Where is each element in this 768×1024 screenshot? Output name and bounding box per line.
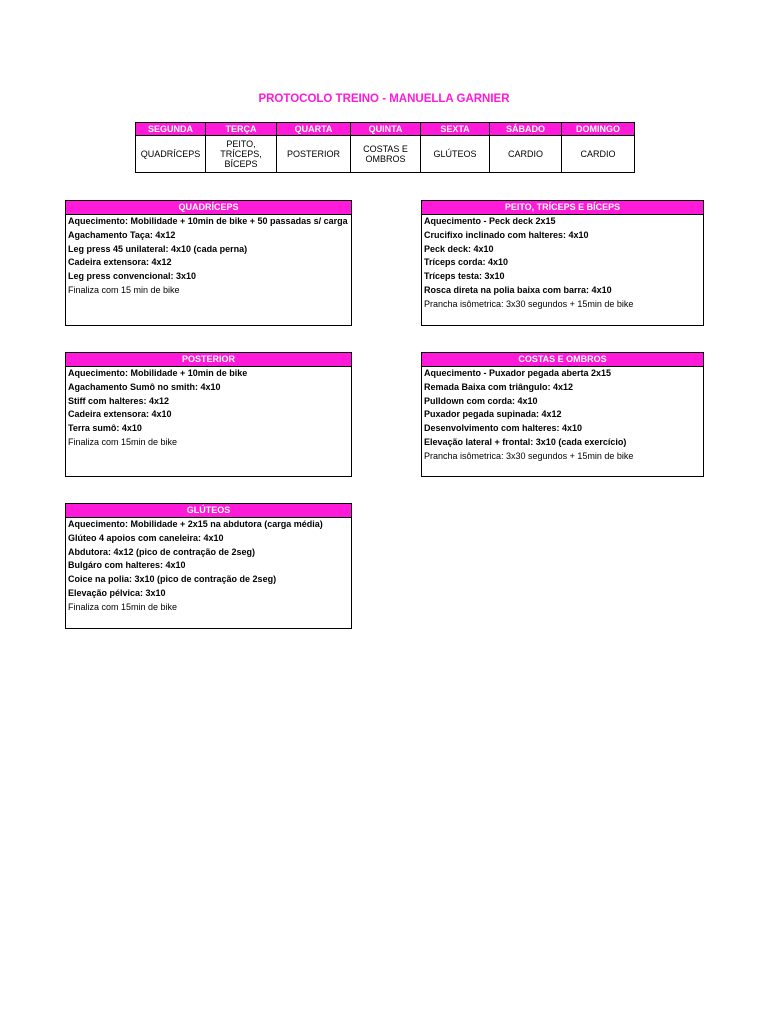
exercise-line: Abdutora: 4x12 (pico de contração de 2seg) — [68, 546, 256, 557]
exercise-line: Prancha isômetrica: 3x30 segundos + 15min de bike — [424, 298, 634, 309]
exercise-line: Prancha isômetrica: 3x30 segundos + 15min de bike — [424, 450, 634, 461]
block-header: GLÚTEOS — [66, 504, 351, 518]
exercise-line: Remada Baixa com triângulo: 4x12 — [424, 381, 574, 392]
page-title: PROTOCOLO TREINO - MANUELLA GARNIER — [258, 93, 510, 105]
day-workout-cell — [421, 136, 490, 173]
day-workout-text: TRÍCEPS, — [220, 149, 262, 159]
day-workout-text: CARDIO — [580, 149, 616, 159]
exercise-line: Puxador pegada supinada: 4x12 — [424, 409, 562, 420]
day-workout-cell — [490, 136, 562, 173]
day-workout-text: GLÚTEOS — [433, 149, 477, 159]
day-workout-text: POSTERIOR — [286, 149, 340, 159]
day-workout-cell — [351, 136, 421, 173]
exercise-line: Aquecimento: Mobilidade + 2x15 na abdutora (carga média) — [68, 519, 323, 529]
day-workout-text: CARDIO — [507, 149, 543, 159]
day-workout-cell — [206, 136, 277, 173]
workout-block-costas — [421, 352, 704, 477]
day-workout-text: QUADRÍCEPS — [140, 149, 201, 159]
exercise-line: Pulldown com corda: 4x10 — [424, 395, 538, 406]
workout-block-peito — [421, 200, 704, 326]
day-workout-cell — [136, 136, 206, 173]
block-header: QUADRÍCEPS — [66, 201, 351, 215]
exercise-line: Bulgáro com halteres: 4x10 — [68, 560, 186, 571]
workout-block-posterior — [65, 352, 352, 477]
exercise-line: Crucifixo inclinado com halteres: 4x10 — [424, 229, 589, 240]
day-workout-cell — [562, 136, 635, 173]
day-header: QUINTA — [351, 123, 421, 136]
exercise-line: Rosca direta na polia baixa com barra: 4x10 — [424, 284, 612, 295]
workout-block-quadriceps — [65, 200, 352, 326]
day-workout-cell — [277, 136, 351, 173]
day-workout-text: PEITO, — [226, 139, 256, 149]
exercise-line: Cadeira extensora: 4x12 — [68, 257, 172, 268]
day-header: SEXTA — [421, 123, 490, 136]
exercise-line: Stiff com halteres: 4x12 — [68, 395, 170, 406]
day-workout-text: OMBROS — [365, 154, 406, 164]
day-header: SEGUNDA — [136, 123, 206, 136]
day-workout-text: BÍCEPS — [224, 159, 258, 169]
workout-block-gluteos — [65, 503, 352, 629]
block-header: PEITO, TRÍCEPS E BÍCEPS — [422, 201, 703, 215]
exercise-line: Tríceps testa: 3x10 — [424, 271, 505, 282]
exercise-line: Agachamento Sumô no smith: 4x10 — [68, 381, 221, 392]
day-workout-text: COSTAS E — [363, 144, 408, 154]
exercise-line: Tríceps corda: 4x10 — [424, 257, 509, 268]
exercise-line: Cadeira extensora: 4x10 — [68, 409, 172, 420]
exercise-line: Aquecimento - Puxador pegada aberta 2x15 — [424, 368, 612, 378]
exercise-line: Peck deck: 4x10 — [424, 243, 494, 254]
exercise-line: Leg press 45 unilateral: 4x10 (cada perna) — [68, 243, 248, 254]
weekly-schedule-table — [135, 122, 635, 173]
block-header: POSTERIOR — [66, 353, 351, 367]
exercise-line: Aquecimento: Mobilidade + 10min de bike — [68, 368, 248, 378]
exercise-line: Desenvolvimento com halteres: 4x10 — [424, 423, 583, 434]
exercise-line: Terra sumô: 4x10 — [68, 423, 142, 434]
exercise-line: Finaliza com 15min de bike — [68, 436, 178, 447]
exercise-line: Glúteo 4 apoios com caneleira: 4x10 — [68, 532, 224, 543]
exercise-line: Coice na polia: 3x10 (pico de contração de 2seg) — [68, 574, 277, 585]
exercise-line: Aquecimento: Mobilidade + 10min de bike + 50 passadas s/ carga — [68, 216, 348, 226]
day-header: SÁBADO — [490, 123, 562, 136]
exercise-line: Aquecimento - Peck deck 2x15 — [424, 216, 556, 226]
exercise-line: Elevação pélvica: 3x10 — [68, 587, 166, 598]
block-header: COSTAS E OMBROS — [422, 353, 703, 367]
day-header: QUARTA — [277, 123, 351, 136]
day-header: TERÇA — [206, 123, 277, 136]
day-header: DOMINGO — [562, 123, 635, 136]
exercise-line: Elevação lateral + frontal: 3x10 (cada exercício) — [424, 436, 627, 447]
exercise-line: Finaliza com 15 min de bike — [68, 284, 180, 295]
exercise-line: Agachamento Taça: 4x12 — [68, 229, 176, 240]
exercise-line: Finaliza com 15min de bike — [68, 601, 178, 612]
exercise-line: Leg press convencional: 3x10 — [68, 271, 197, 282]
